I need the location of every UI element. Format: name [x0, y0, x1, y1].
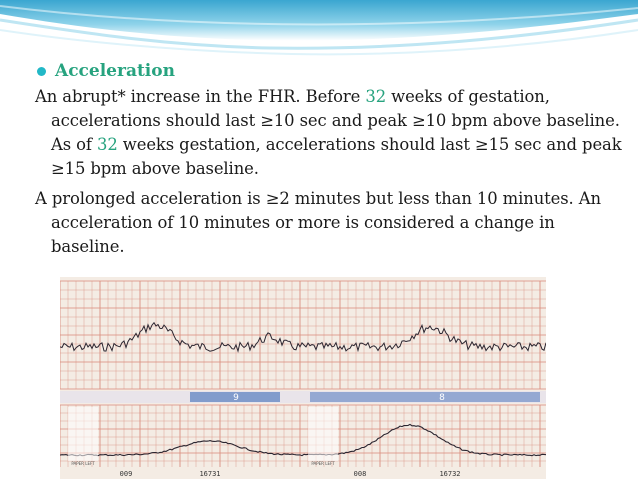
footer-label-text: 008	[353, 470, 367, 478]
section-heading	[35, 60, 625, 82]
p1-text-3: weeks gestation, accelerations should last ≥15 sec and peak ≥15 bpm above baseline.	[51, 135, 622, 178]
p1-number-2: 32	[97, 135, 118, 154]
header-wave-decoration	[0, 0, 638, 60]
ctg-strip-svg	[60, 277, 546, 479]
footer-label-text: 009	[119, 470, 133, 478]
strip-band-bar	[310, 392, 540, 402]
footer-label-text: 16732	[439, 470, 461, 478]
page-marker-text: 9	[233, 393, 239, 403]
side-label-box	[308, 407, 338, 461]
side-label-text: PAPER LEFT	[71, 461, 95, 466]
strip-paper	[60, 277, 546, 479]
page-marker-text: 8	[439, 393, 445, 403]
p1-text-1: An abrupt* increase in the FHR. Before	[35, 87, 366, 106]
p1-number-1: 32	[365, 87, 387, 106]
p1-text-2: weeks of gestation, accelerations should last ≥10 sec and peak ≥10 bpm above baseline. As of	[51, 87, 620, 154]
footer-label-text: 16731	[199, 470, 221, 478]
paragraph-prolonged: A prolonged acceleration is ≥2 minutes but less than 10 minutes. An acceleration of 10 minutes or more is considered a change in baseline.	[35, 189, 601, 256]
side-label-text: PAPER LEFT	[311, 461, 335, 466]
fetal-monitor-strip-photo	[60, 277, 546, 479]
side-label-box	[68, 407, 98, 461]
bullet-dot-icon	[37, 67, 46, 76]
paragraph-definition	[35, 85, 625, 181]
heading-text: Acceleration	[55, 61, 175, 81]
slide-content	[35, 60, 625, 259]
